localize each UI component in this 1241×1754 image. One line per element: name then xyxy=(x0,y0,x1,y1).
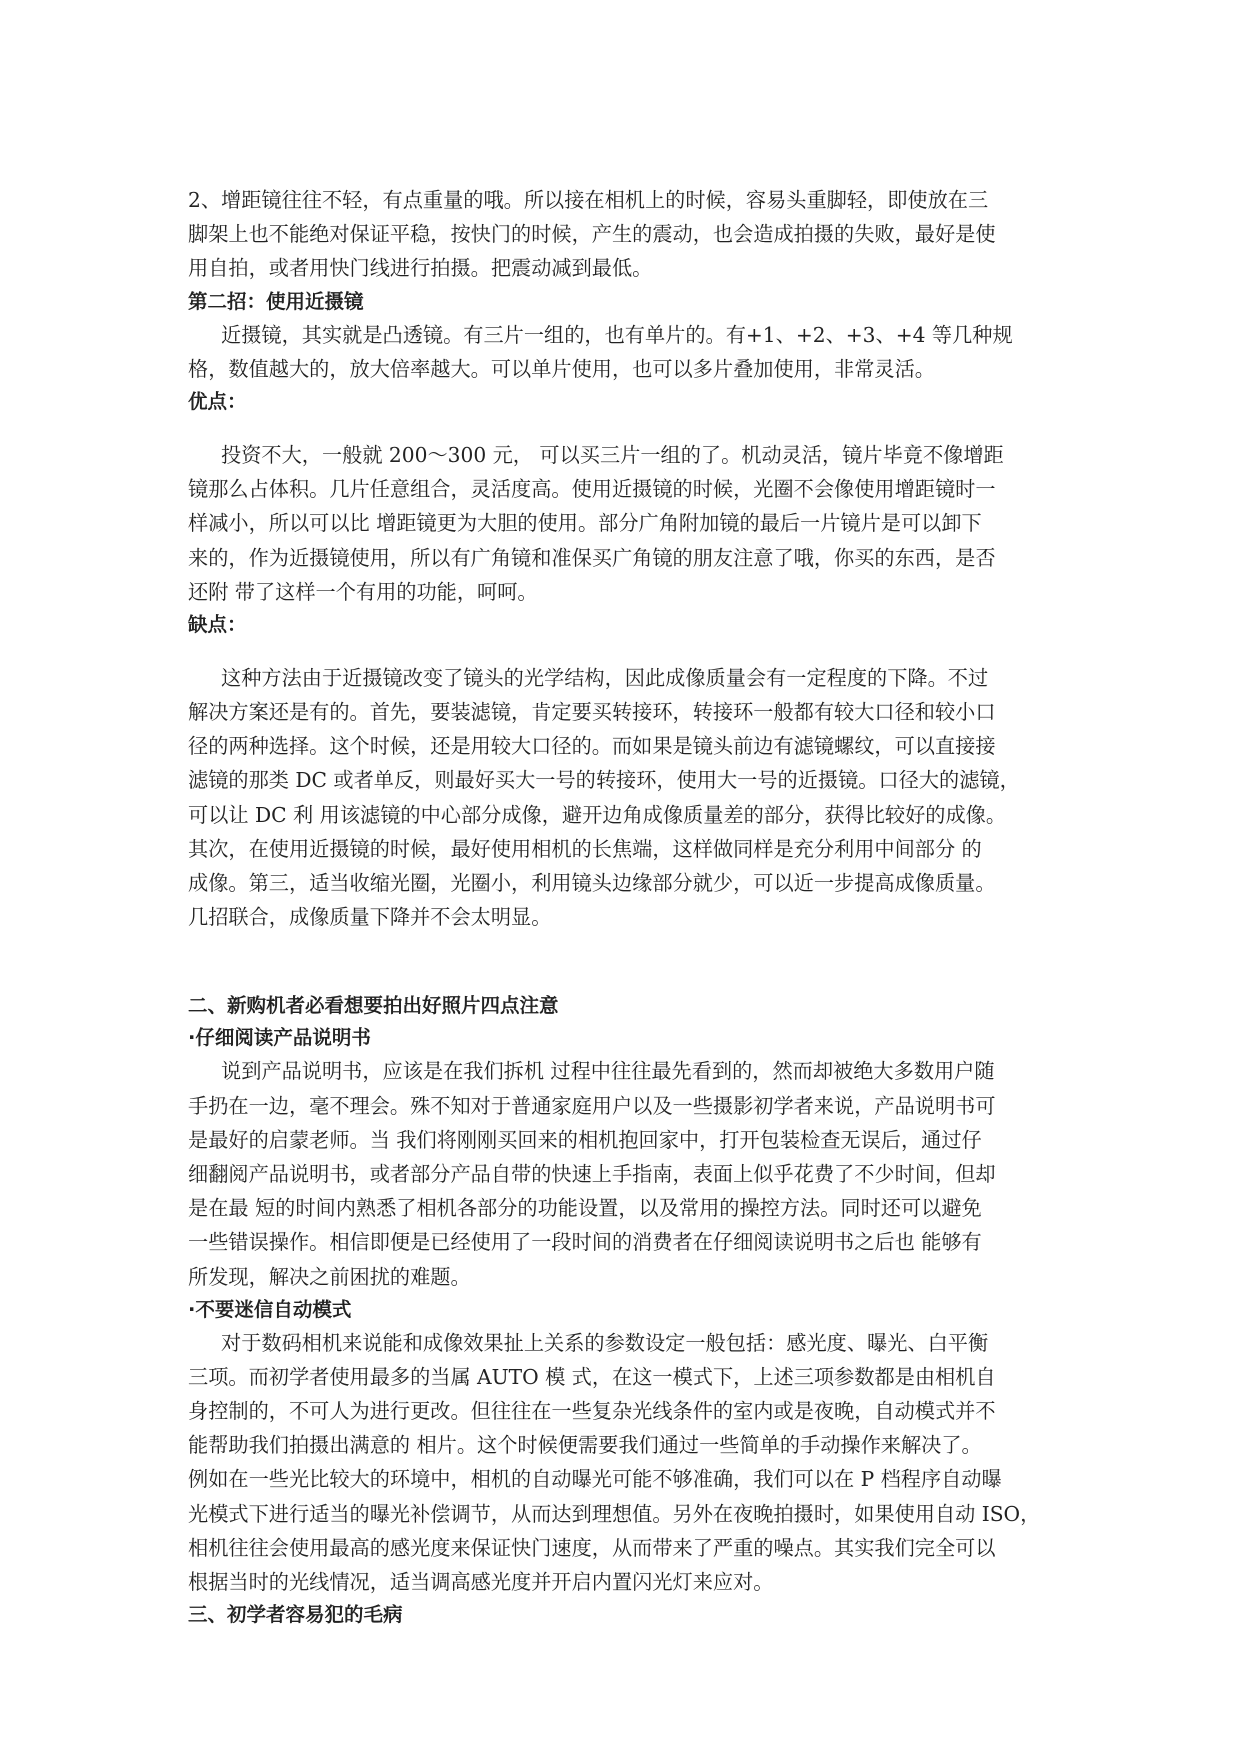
paragraph-read-manual xyxy=(188,1054,1058,1293)
heading-read-manual: ·仔细阅读产品说明书 xyxy=(188,1026,371,1050)
text-line: 例如在一些光比较大的环境中，相机的自动曝光可能不够准确，我们可以在 P 档程序自动曝 xyxy=(188,1467,1002,1492)
paragraph-teleconverter-weight xyxy=(188,183,1058,286)
text-line: 成像。第三，适当收缩光圈，光圈小，利用镜头边缘部分就少，可以近一步提高成像质量。 xyxy=(188,871,996,895)
text-line: 相机往往会使用最高的感光度来保证快门速度，从而带来了严重的噪点。其实我们完全可以 xyxy=(188,1535,996,1560)
heading-section-3: 三、初学者容易犯的毛病 xyxy=(188,1603,403,1627)
text-line: 一些错误操作。相信即便是已经使用了一段时间的消费者在仔细阅读说明书之后也 能够有 xyxy=(188,1230,982,1255)
text-line: 能帮助我们拍摄出满意的 相片。这个时候便需要我们通过一些简单的手动操作来解决了。 xyxy=(188,1433,982,1458)
text-line: 样减小，所以可以比 增距镜更为大胆的使用。部分广角附加镜的最后一片镜片是可以卸下 xyxy=(188,511,982,536)
heading-cons: 缺点： xyxy=(188,612,247,636)
text-line: 说到产品说明书，应该是在我们拆机 过程中往往最先看到的，然而却被绝大多数用户随 xyxy=(221,1059,995,1084)
paragraph-close-up-lens xyxy=(188,318,1058,386)
text-line: 这种方法由于近摄镜改变了镜头的光学结构，因此成像质量会有一定程度的下降。不过 xyxy=(221,665,989,690)
text-line: 手扔在一边，毫不理会。殊不知对于普通家庭用户以及一些摄影初学者来说，产品说明书可 xyxy=(188,1093,996,1118)
text-line: 滤镜的那类 DC 或者单反，则最好买大一号的转接环，使用大一号的近摄镜。口径大的滤镜， xyxy=(188,768,1020,793)
text-line: 径的两种选择。这个时候，还是用较大口径的。而如果是镜头前边有滤镜螺纹，可以直接接 xyxy=(188,734,996,759)
text-line: 2、增距镜往往不轻，有点重量的哦。所以接在相机上的时候，容易头重脚轻，即使放在三 xyxy=(188,188,989,212)
text-line: 所发现，解决之前困扰的难题。 xyxy=(188,1264,471,1289)
text-line: 其次，在使用近摄镜的时候，最好使用相机的长焦端，这样做同样是充分利用中间部分 的 xyxy=(188,836,982,861)
text-line: 几招联合，成像质量下降并不会太明显。 xyxy=(188,905,552,930)
text-line: 是最好的启蒙老师。当 我们将刚刚买回来的相机抱回家中，打开包装检查无误后，通过仔 xyxy=(188,1127,982,1152)
text-line: 光模式下进行适当的曝光补偿调节，从而达到理想值。另外在夜晚拍摄时，如果使用自动 ISO， xyxy=(188,1501,1041,1526)
paragraph-auto-mode xyxy=(188,1326,1058,1600)
text-line: 解决方案还是有的。首先，要装滤镜，肯定要买转接环，转接环一般都有较大口径和较小口 xyxy=(188,700,996,725)
text-line: 用自拍，或者用快门线进行拍摄。把震动减到最低。 xyxy=(188,256,653,281)
text-line: 还附 带了这样一个有用的功能，呵呵。 xyxy=(188,579,538,604)
text-line: 投资不大，一般就 200～300 元， 可以买三片一组的了。机动灵活，镜片毕竟不像增距 xyxy=(221,442,1004,467)
text-line: 格，数值越大的，放大倍率越大。可以单片使用，也可以多片叠加使用，非常灵活。 xyxy=(188,356,935,381)
text-line: 近摄镜，其实就是凸透镜。有三片一组的，也有单片的。有+1、+2、+3、+4 等几种规 xyxy=(221,322,1013,347)
text-line: 是在最 短的时间内熟悉了相机各部分的功能设置，以及常用的操控方法。同时还可以避免 xyxy=(188,1196,982,1221)
text-line: 脚架上也不能绝对保证平稳，按快门的时候，产生的震动，也会造成拍摄的失败，最好是使 xyxy=(188,222,996,247)
heading-pros: 优点： xyxy=(188,389,247,413)
paragraph-pros xyxy=(188,438,1058,609)
text-line: 对于数码相机来说能和成像效果扯上关系的参数设定一般包括：感光度、曝光、白平衡 xyxy=(221,1330,989,1355)
text-line: 根据当时的光线情况，适当调高感光度并开启内置闪光灯来应对。 xyxy=(188,1570,774,1594)
text-line: 镜那么占体积。几片任意组合，灵活度高。使用近摄镜的时候，光圈不会像使用增距镜时一 xyxy=(188,477,996,502)
heading-section-2: 二、新购机者必看想要拍出好照片四点注意 xyxy=(188,994,559,1018)
heading-trick-2: 第二招：使用近摄镜 xyxy=(188,289,364,313)
text-line: 身控制的，不可人为进行更改。但往往在一些复杂光线条件的室内或是夜晚，自动模式并不 xyxy=(188,1399,996,1424)
document-page xyxy=(188,183,1058,1631)
text-line: 来的，作为近摄镜使用，所以有广角镜和准保买广角镜的朋友注意了哦，你买的东西，是否 xyxy=(188,545,996,570)
text-line: 细翻阅产品说明书，或者部分产品自带的快速上手指南，表面上似乎花费了不少时间，但却 xyxy=(188,1161,996,1186)
text-line: 三项。而初学者使用最多的当属 AUTO 模 式，在这一模式下，上述三项参数都是由相机自 xyxy=(188,1364,996,1389)
paragraph-cons xyxy=(188,661,1058,935)
heading-auto-mode: ·不要迷信自动模式 xyxy=(188,1297,352,1321)
text-line: 可以让 DC 利 用该滤镜的中心部分成像，避开边角成像质量差的部分，获得比较好的成像。 xyxy=(188,802,1007,827)
